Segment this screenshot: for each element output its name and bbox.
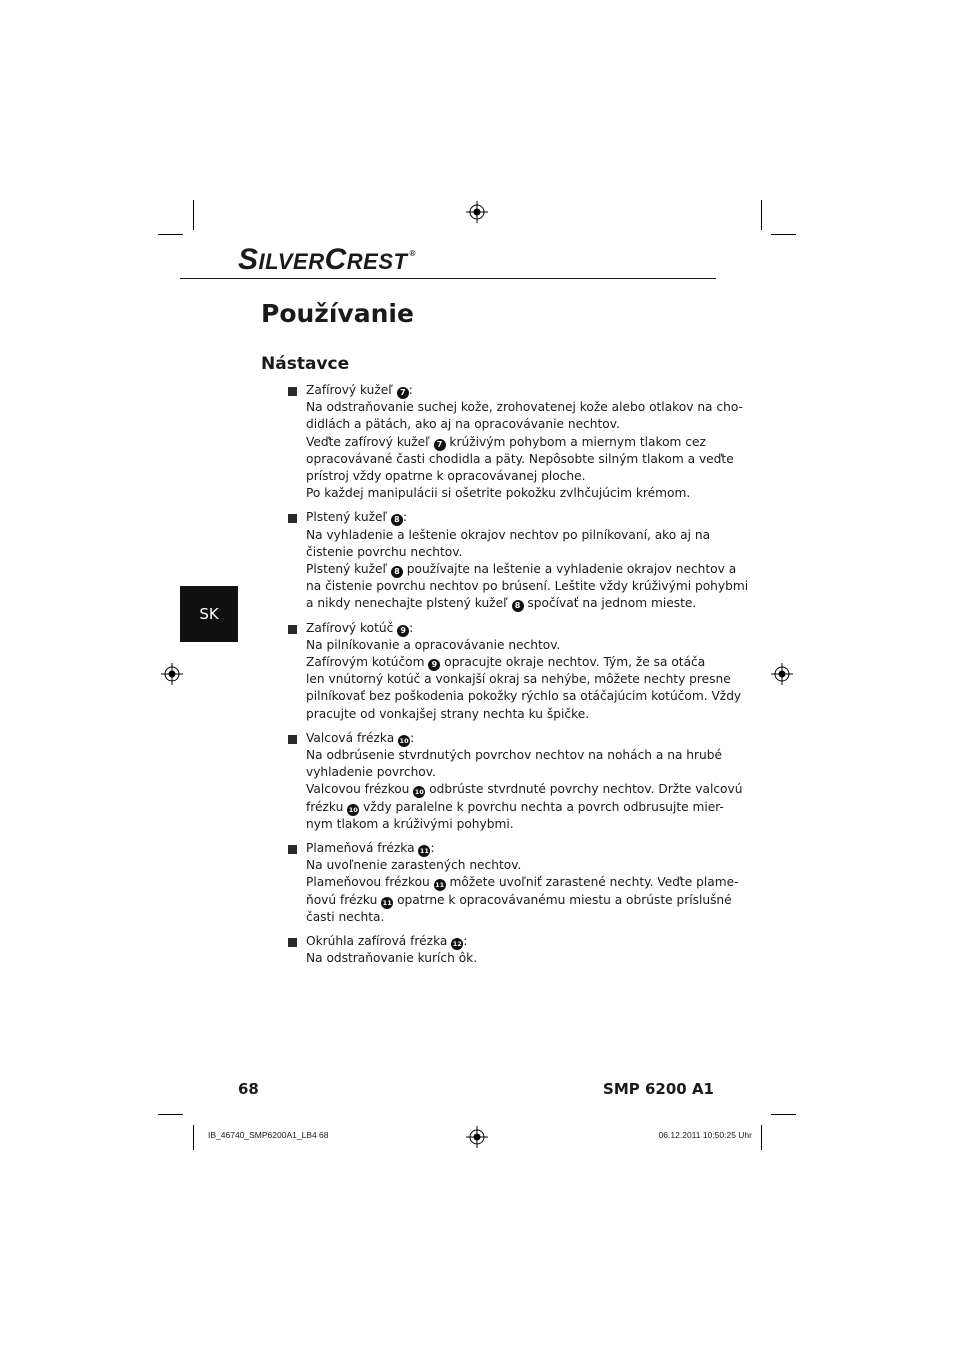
registration-mark-icon [161, 663, 183, 685]
text-line: Na odstraňovanie kurích ôk. [306, 951, 478, 966]
circled-number-icon: 11 [382, 898, 392, 907]
crop-mark [193, 1125, 194, 1150]
text-line: Okrúhla zafírová frézka 12: [306, 934, 468, 949]
print-slug-date: 06.12.2011 10:50:25 Uhr [658, 1130, 752, 1140]
text-line: vyhladenie povrchov. [306, 765, 436, 780]
registered-mark: ® [409, 249, 416, 258]
list-item [288, 382, 743, 502]
attachment-list [288, 382, 749, 975]
crop-mark [771, 234, 796, 235]
print-slug-file: IB_46740_SMP6200A1_LB4 68 [208, 1130, 329, 1140]
text-line: frézku 10 vždy paralelne k povrchu nechta a povrch odbrusujte mier- [306, 799, 724, 814]
circled-number-icon: 11 [419, 847, 429, 856]
circled-number-icon: 9 [428, 659, 440, 671]
text-line: Po každej manipulácii si ošetrite pokožku zvlhčujúcim krémom. [306, 486, 691, 501]
circled-number-icon: 9 [397, 625, 409, 637]
text-line: Plameňovou frézkou 11 môžete uvoľniť zarastené nechty. Veďte plame- [306, 875, 739, 890]
section-heading: Nástavce [261, 354, 350, 374]
crop-mark [771, 1114, 796, 1115]
text-line: Plstený kužeľ 8 používajte na leštenie a vyhladenie okrajov nechtov a [306, 562, 737, 577]
circled-number-icon: 11 [435, 881, 445, 890]
crop-mark [193, 200, 194, 230]
text-line: Valcovou frézkou 10 odbrúste stvrdnuté povrchy nechtov. Držte valcovú [306, 782, 743, 797]
text-line: nym tlakom a krúživými pohybmi. [306, 816, 514, 831]
text-line: Valcová frézka 10: [306, 730, 415, 745]
model-name: SMP 6200 A1 [603, 1080, 714, 1098]
logo-letters: REST [346, 249, 408, 274]
text-line: Plameňová frézka 11: [306, 841, 435, 856]
list-item [288, 730, 743, 833]
crop-mark [158, 1114, 183, 1115]
crop-mark [761, 1125, 762, 1150]
header-rule [180, 278, 716, 279]
text-line: ňovú frézku 11 opatrne k opracovávanému miestu a obrúste príslušné [306, 892, 732, 907]
crop-mark [761, 200, 762, 230]
square-bullet-icon [288, 938, 297, 947]
text-line: Zafírovým kotúčom 9 opracujte okraje nechtov. Tým, že sa otáča [306, 655, 706, 670]
square-bullet-icon [288, 387, 297, 396]
circled-number-icon: 7 [397, 387, 409, 399]
square-bullet-icon [288, 514, 297, 523]
registration-mark-icon [466, 201, 488, 223]
text-line: Plstený kužeľ 8 : [306, 510, 408, 525]
text-line: Zafírový kotúč 9 : [306, 620, 414, 635]
page-title: Používanie [261, 299, 414, 328]
text-line: pilníkovať bez poškodenia pokožky rýchlo sa otáčajúcim kotúčom. Vždy [306, 689, 742, 704]
text-line: prístroj vždy opatrne k opracovávanej ploche. [306, 469, 586, 484]
text-line: na čistenie povrchu nechtov po brúsení. Leštite vždy krúživými pohybmi [306, 579, 749, 594]
text-line: Na uvoľnenie zarastených nechtov. [306, 858, 522, 873]
text-line: Zafírový kužeľ 7 : [306, 383, 413, 397]
page-number: 68 [238, 1080, 259, 1098]
logo-letter: S [238, 243, 259, 276]
logo-letter: C [324, 243, 347, 276]
circled-number-icon: 7 [434, 439, 446, 451]
language-tab-label: SK [199, 605, 219, 623]
text-line: opracovávané časti chodidla a päty. Nepôsobte silným tlakom a veďte [306, 451, 734, 466]
crop-mark [158, 234, 183, 235]
circled-number-icon: 8 [391, 514, 403, 526]
text-line: didlách a pätách, ako aj na opracovávanie nechtov. [306, 417, 620, 432]
text-line: Na odstraňovanie suchej kože, zrohovatenej kože alebo otlakov na cho- [306, 400, 743, 415]
circled-number-icon: 12 [452, 940, 462, 949]
square-bullet-icon [288, 625, 297, 634]
language-tab [180, 586, 238, 642]
text-line: časti nechta. [306, 909, 385, 924]
circled-number-icon: 8 [512, 600, 524, 612]
list-item [288, 933, 708, 967]
circled-number-icon: 10 [414, 788, 424, 797]
registration-mark-icon [466, 1126, 488, 1148]
brand-logo [238, 245, 416, 275]
text-line: pracujte od vonkajšej strany nechta ku špičke. [306, 706, 590, 721]
circled-number-icon: 8 [391, 566, 403, 578]
text-line: Na vyhladenie a leštenie okrajov nechtov po pilníkovaní, ako aj na [306, 527, 711, 542]
logo-letters: ILVER [258, 249, 325, 274]
square-bullet-icon [288, 845, 297, 854]
text-line: Na pilníkovanie a opracovávanie nechtov. [306, 637, 561, 652]
text-line: čistenie povrchu nechtov. [306, 544, 463, 559]
text-line: Na odbrúsenie stvrdnutých povrchov nechtov na nohách a na hrubé [306, 748, 722, 763]
registration-mark-icon [771, 663, 793, 685]
list-item [288, 509, 749, 612]
text-line: len vnútorný kotúč a vonkajší okraj sa nehýbe, môžete nechty presne [306, 672, 731, 687]
circled-number-icon: 10 [348, 805, 358, 814]
circled-number-icon: 10 [399, 736, 409, 745]
text-line: a nikdy nenechajte plstený kužeľ 8 spočívať na jednom mieste. [306, 596, 697, 611]
list-item [288, 620, 742, 723]
text-line: Veďte zafírový kužeľ 7 krúživým pohybom a miernym tlakom cez [306, 434, 706, 449]
list-item [288, 840, 739, 926]
square-bullet-icon [288, 735, 297, 744]
